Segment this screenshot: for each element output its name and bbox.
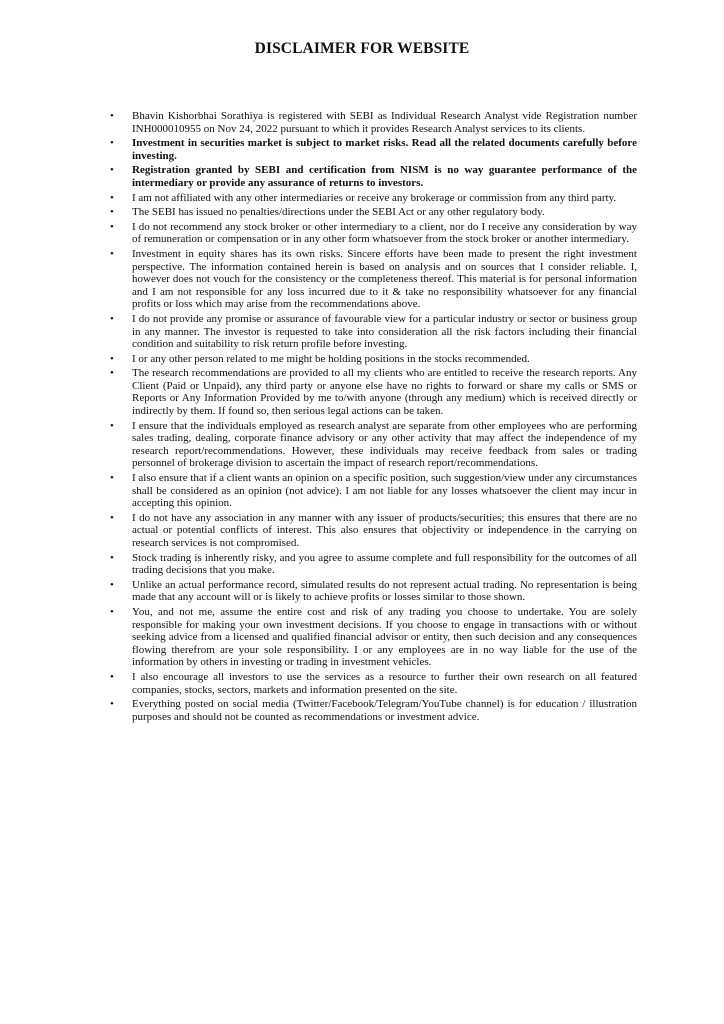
disclaimer-item — [110, 472, 637, 510]
bullet-icon: • — [110, 312, 114, 325]
disclaimer-item — [110, 164, 637, 189]
disclaimer-item — [110, 420, 637, 470]
disclaimer-text: I also ensure that if a client wants an opinion on a specific position, such suggestion/view under any circumstances shall be considered as an opinion (not advice). I am not liable for any losses whatsoever the client may incur in accepting this opinion. — [132, 472, 637, 510]
disclaimer-item — [110, 137, 637, 162]
disclaimer-item — [110, 353, 637, 366]
disclaimer-text: Unlike an actual performance record, simulated results do not represent actual trading. No representation is being made that any account will or is likely to achieve profits or losses similar to those shown. — [132, 578, 637, 604]
disclaimer-text: I do not provide any promise or assurance of favourable view for a particular industry or sector or business group in any manner. The investor is requested to take into consideration all the risk factors including their financial condition and suitability to risk return profile before investing. — [132, 312, 637, 351]
bullet-icon: • — [110, 670, 114, 683]
disclaimer-item — [110, 110, 637, 135]
disclaimer-item — [110, 512, 637, 550]
bullet-icon: • — [110, 352, 114, 365]
bullet-icon: • — [110, 578, 114, 591]
disclaimer-text: The research recommendations are provided to all my clients who are entitled to receive the research reports. Any Client (Paid or Unpaid), any third party or anyone else have no rights to forward or share my calls or SMS or Reports or Any Information Provided by me to/with anyone (through any medium) which is received directly or indirectly by them. If found so, then serious legal actions can be taken. — [132, 367, 637, 418]
bullet-icon: • — [110, 191, 114, 204]
bullet-icon: • — [110, 511, 114, 524]
disclaimer-item — [110, 606, 637, 669]
disclaimer-item — [110, 206, 637, 219]
disclaimer-text: I am not affiliated with any other intermediaries or receive any brokerage or commission from any third party. — [132, 191, 617, 204]
disclaimer-item — [110, 192, 637, 205]
bullet-icon: • — [110, 367, 114, 380]
disclaimer-text: I do not have any association in any manner with any issuer of products/securities; this ensures that there are no actual or potential conflicts of interest. This also ensures that objectivity or independence in the carrying on research services is not compromised. — [132, 511, 637, 549]
disclaimer-text: The SEBI has issued no penalties/directions under the SEBI Act or any other regulatory body. — [132, 206, 545, 219]
page-title: DISCLAIMER FOR WEBSITE — [254, 40, 470, 57]
disclaimer-item — [110, 221, 637, 246]
disclaimer-text: I do not recommend any stock broker or other intermediary to a client, nor do I receive any consideration by way of remuneration or compensation or in any other form whatsoever from the stock broker or another intermediary. — [132, 220, 637, 246]
bullet-icon: • — [110, 605, 114, 618]
disclaimer-item — [110, 698, 637, 723]
disclaimer-text: I ensure that the individuals employed as research analyst are separate from other employees who are performing sales trading, dealing, corporate finance advisory or any other activity that may affect the independence of my research report/recommendations. However, these individuals may receive feedback from sales or trading personnel of brokerage division to ascertain the impact of research report/recommendations. — [132, 419, 637, 470]
disclaimer-text: I also encourage all investors to use the services as a resource to further their own research on all featured companies, stocks, sectors, markets and information presented on the site. — [132, 670, 637, 696]
disclaimer-item — [110, 367, 637, 417]
bullet-icon: • — [110, 220, 114, 233]
bullet-icon: • — [110, 472, 114, 485]
disclaimer-item — [110, 248, 637, 311]
disclaimer-text: Registration granted by SEBI and certification from NISM is no way guarantee performance of the intermediary or provide any assurance of returns to investors. — [132, 164, 637, 189]
disclaimer-text: Investment in equity shares has its own risks. Sincere efforts have been made to present the right investment perspective. The information contained herein is based on analysis and on sources that I consider reliable. I, however does not vouch for the consistency or the completeness thereof. This material is for personal information and I am not responsible for any loss incurred due to it & take no responsibility whatsoever for any financial profits or loss which may arise from the recommendations above. — [132, 247, 637, 311]
disclaimer-text: I or any other person related to me might be holding positions in the stocks recommended. — [132, 352, 530, 365]
disclaimer-item — [110, 671, 637, 696]
disclaimer-text: Everything posted on social media (Twitter/Facebook/Telegram/YouTube channel) is for education / illustration purposes and should not be counted as recommendations or investment advice. — [132, 698, 637, 723]
bullet-icon: • — [110, 137, 114, 150]
disclaimer-list — [110, 110, 637, 725]
disclaimer-text: Investment in securities market is subject to market risks. Read all the related documents carefully before investing. — [132, 137, 637, 162]
bullet-icon: • — [110, 110, 114, 122]
bullet-icon: • — [110, 419, 114, 432]
disclaimer-text: Bhavin Kishorbhai Sorathiya is registered with SEBI as Individual Research Analyst vide Registration number INH000010955 on Nov 24, 2022 pursuant to which it provides Research Analyst services to its clients. — [132, 110, 637, 135]
disclaimer-item — [110, 552, 637, 577]
disclaimer-text: You, and not me, assume the entire cost and risk of any trading you choose to undertake. You are solely responsible for making your own investment decisions. If you choose to engage in transactions with or without seeking advice from a licensed and qualified financial advisor or entity, then such decision and any consequences flowing therefrom are your sole responsibility. I or any employees are in no way liable for the use of the information by others in investing or trading in investment vehicles. — [132, 605, 637, 669]
bullet-icon: • — [110, 551, 114, 564]
disclaimer-text: Stock trading is inherently risky, and you agree to assume complete and full responsibility for the outcomes of all trading decisions that you make. — [132, 551, 637, 577]
bullet-icon: • — [110, 206, 114, 219]
disclaimer-item — [110, 579, 637, 604]
bullet-icon: • — [110, 698, 114, 711]
bullet-icon: • — [110, 247, 114, 260]
disclaimer-item — [110, 313, 637, 351]
bullet-icon: • — [110, 164, 114, 177]
